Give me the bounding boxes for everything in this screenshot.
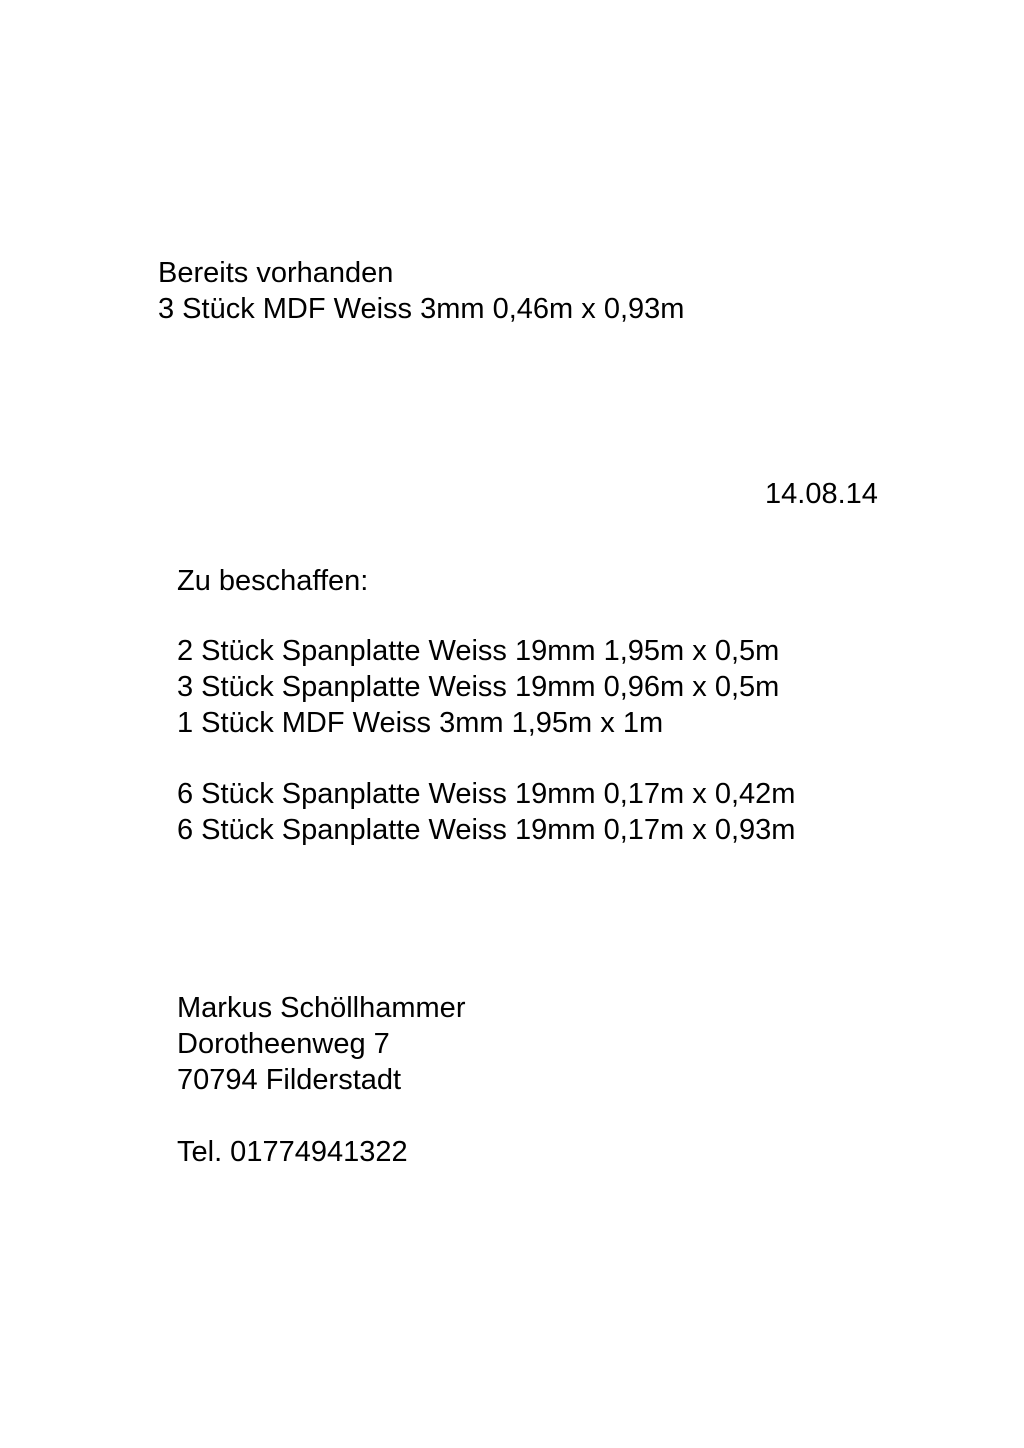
existing-item: 3 Stück MDF Weiss 3mm 0,46m x 0,93m <box>158 293 685 325</box>
contact-city: 70794 Filderstadt <box>177 1064 402 1096</box>
contact-name: Markus Schöllhammer <box>177 992 466 1024</box>
to-procure-item: 3 Stück Spanplatte Weiss 19mm 0,96m x 0,5m <box>177 671 780 703</box>
to-procure-heading: Zu beschaffen: <box>177 565 369 597</box>
to-procure-item: 6 Stück Spanplatte Weiss 19mm 0,17m x 0,42m <box>177 778 796 810</box>
document-date: 14.08.14 <box>765 478 878 510</box>
contact-phone: Tel. 01774941322 <box>177 1136 408 1168</box>
to-procure-item: 2 Stück Spanplatte Weiss 19mm 1,95m x 0,5m <box>177 635 780 667</box>
to-procure-item: 6 Stück Spanplatte Weiss 19mm 0,17m x 0,93m <box>177 814 796 846</box>
existing-heading: Bereits vorhanden <box>158 257 394 289</box>
contact-street: Dorotheenweg 7 <box>177 1028 390 1060</box>
to-procure-item: 1 Stück MDF Weiss 3mm 1,95m x 1m <box>177 707 664 739</box>
